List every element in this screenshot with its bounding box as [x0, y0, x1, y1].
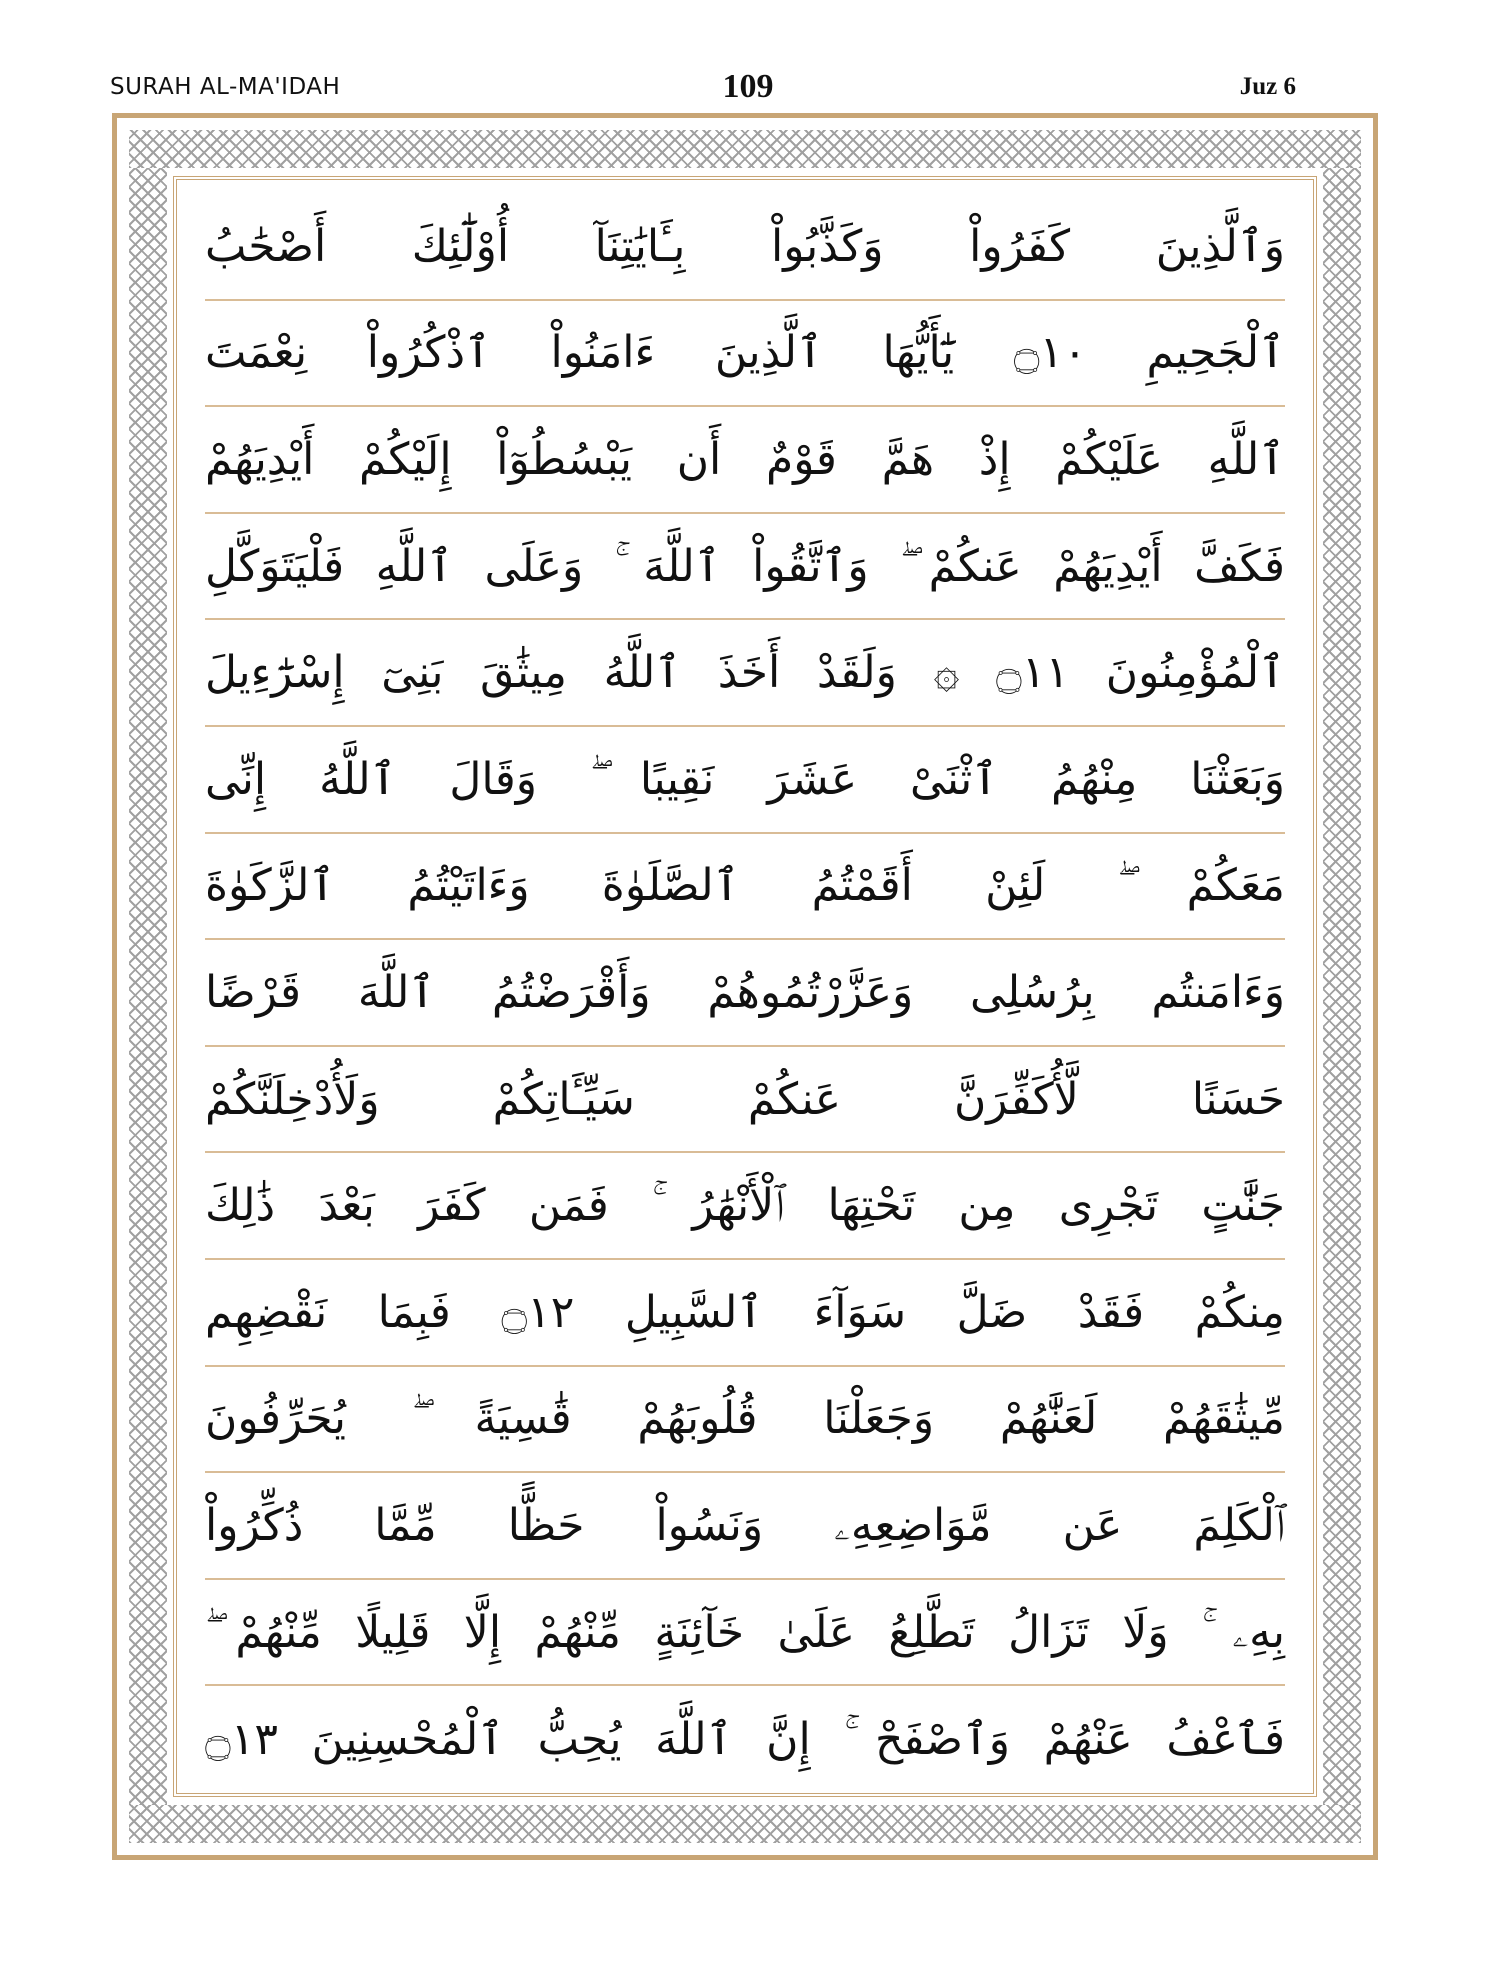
verse-line: وَبَعَثْنَا مِنْهُمُ ٱثْنَىْ عَشَرَ نَقِيبًا ۖ وَقَالَ ٱللَّهُ إِنِّى — [205, 727, 1285, 834]
verse-line: وَءَامَنتُم بِرُسُلِى وَعَزَّرْتُمُوهُمْ وَأَقْرَضْتُمُ ٱللَّهَ قَرْضًا — [205, 940, 1285, 1047]
verse-line: جَنَّٰتٍ تَجْرِى مِن تَحْتِهَا ٱلْأَنْهَٰرُ ۚ فَمَن كَفَرَ بَعْدَ ذَٰلِكَ — [205, 1153, 1285, 1260]
page-frame — [112, 113, 1378, 1860]
verse-line: ٱلْجَحِيمِ ۝١٠ يَٰٓأَيُّهَا ٱلَّذِينَ ءَامَنُواْ ٱذْكُرُواْ نِعْمَتَ — [205, 301, 1285, 408]
verse-line: مِنكُمْ فَقَدْ ضَلَّ سَوَآءَ ٱلسَّبِيلِ ۝١٢ فَبِمَا نَقْضِهِم — [205, 1260, 1285, 1367]
verse-line: حَسَنًا لَّأُكَفِّرَنَّ عَنكُمْ سَيِّـَٔاتِكُمْ وَلَأُدْخِلَنَّكُمْ — [205, 1047, 1285, 1154]
verse-line: ٱلْمُؤْمِنُونَ ۝١١ ۞ وَلَقَدْ أَخَذَ ٱللَّهُ مِيثَٰقَ بَنِىٓ إِسْرَٰٓءِيلَ — [205, 620, 1285, 727]
ornament-border-right — [1323, 168, 1361, 1805]
juz-label: Juz 6 — [1239, 73, 1296, 100]
verse-line: مَعَكُمْ ۖ لَئِنْ أَقَمْتُمُ ٱلصَّلَوٰةَ وَءَاتَيْتُمُ ٱلزَّكَوٰةَ — [205, 834, 1285, 941]
verse-line: فَكَفَّ أَيْدِيَهُمْ عَنكُمْ ۖ وَٱتَّقُواْ ٱللَّهَ ۚ وَعَلَى ٱللَّهِ فَلْيَتَوَكَّلِ — [205, 514, 1285, 621]
ornament-border-bottom — [129, 1805, 1361, 1843]
surah-name: SURAH AL-MA'IDAH — [110, 74, 341, 100]
verse-line: بِهِۦ ۚ وَلَا تَزَالُ تَطَّلِعُ عَلَىٰ خَآئِنَةٍ مِّنْهُمْ إِلَّا قَلِيلًا مِّنْهُمْ ۖ — [205, 1580, 1285, 1687]
verse-line: مِّيثَٰقَهُمْ لَعَنَّٰهُمْ وَجَعَلْنَا قُلُوبَهُمْ قَٰسِيَةً ۖ يُحَرِّفُونَ — [205, 1367, 1285, 1474]
ornament-border-left — [129, 168, 167, 1805]
verse-line: ٱلْكَلِمَ عَن مَّوَاضِعِهِۦ وَنَسُواْ حَظًّا مِّمَّا ذُكِّرُواْ — [205, 1473, 1285, 1580]
verse-line: ٱللَّهِ عَلَيْكُمْ إِذْ هَمَّ قَوْمٌ أَن يَبْسُطُوٓاْ إِلَيْكُمْ أَيْدِيَهُمْ — [205, 407, 1285, 514]
text-panel — [173, 176, 1317, 1797]
verse-lines — [205, 194, 1285, 1779]
verse-line: وَٱلَّذِينَ كَفَرُواْ وَكَذَّبُواْ بِـَٔايَٰتِنَآ أُوْلَٰٓئِكَ أَصْحَٰبُ — [205, 194, 1285, 301]
verse-line: فَٱعْفُ عَنْهُمْ وَٱصْفَحْ ۚ إِنَّ ٱللَّهَ يُحِبُّ ٱلْمُحْسِنِينَ ۝١٣ — [205, 1714, 1285, 1766]
ornament-border-top — [129, 130, 1361, 168]
page-number: 109 — [722, 68, 774, 105]
